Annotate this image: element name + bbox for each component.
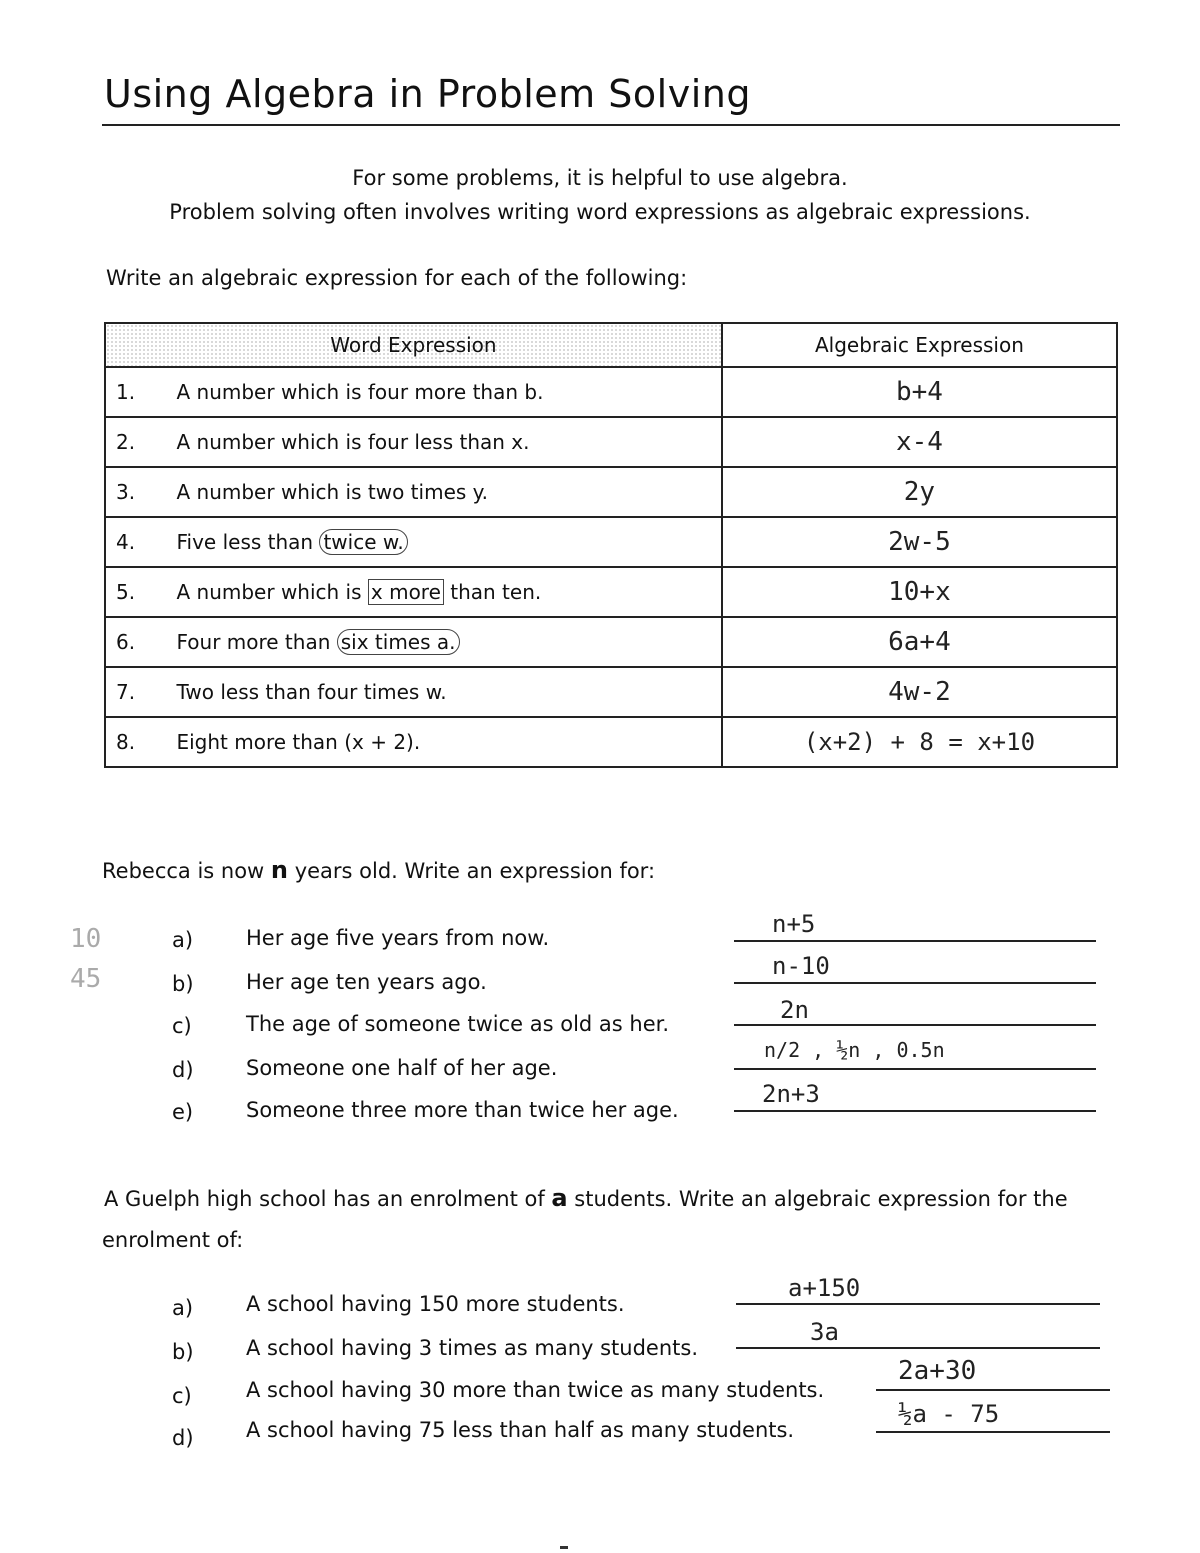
word-expression: Eight more than (x + 2). — [166, 717, 721, 767]
answer-line — [734, 982, 1096, 984]
table-row — [105, 567, 1117, 617]
intro-line-1: For some problems, it is helpful to use algebra. — [352, 166, 848, 190]
header-word-expression: Word Expression — [105, 323, 722, 367]
instruction: Write an algebraic expression for each of the following: — [106, 266, 688, 290]
table-row — [105, 617, 1117, 667]
school-prompt-line-2: enrolment of: — [102, 1228, 244, 1252]
word-expression-prefix: Four more than — [176, 630, 337, 654]
item-text: A school having 75 less than half as many students. — [246, 1418, 795, 1442]
item-answer: n+5 — [772, 910, 816, 938]
table-row — [105, 667, 1117, 717]
table-row — [105, 517, 1117, 567]
header-algebraic-expression: Algebraic Expression — [722, 323, 1117, 367]
school-prompt — [104, 1184, 1068, 1212]
margin-note: 10 — [70, 924, 102, 954]
word-expression-prefix: A number which is — [176, 580, 368, 604]
item-letter: a) — [172, 928, 194, 952]
item-answer: n-10 — [772, 952, 830, 980]
item-letter: d) — [172, 1058, 194, 1082]
rebecca-prompt — [102, 856, 655, 884]
item-text: A school having 30 more than twice as many students. — [246, 1378, 825, 1402]
item-answer: ½a - 75 — [898, 1400, 1000, 1428]
row-number: 3. — [105, 467, 166, 517]
item-letter: b) — [172, 1340, 194, 1364]
expression-table — [104, 322, 1118, 768]
row-number: 7. — [105, 667, 166, 717]
word-expression: A number which is four less than x. — [166, 417, 721, 467]
title-underline — [102, 124, 1120, 126]
item-letter: b) — [172, 972, 194, 996]
boxed-phrase: x more — [368, 579, 444, 605]
circled-phrase: twice w. — [319, 529, 407, 555]
table-row — [105, 467, 1117, 517]
school-prompt-suffix: students. Write an algebraic expression for the — [567, 1187, 1068, 1211]
row-number: 1. — [105, 367, 166, 417]
item-text: Her age ten years ago. — [246, 970, 487, 994]
answer-line — [876, 1389, 1110, 1391]
row-number: 2. — [105, 417, 166, 467]
item-letter: c) — [172, 1014, 192, 1038]
word-expression: A number which is two times y. — [166, 467, 721, 517]
algebraic-answer: 10+x — [722, 567, 1117, 617]
word-expression: A number which is four more than b. — [166, 367, 721, 417]
item-answer: 2n+3 — [762, 1080, 820, 1108]
word-expression — [166, 617, 721, 667]
item-letter: a) — [172, 1296, 194, 1320]
row-number: 5. — [105, 567, 166, 617]
algebraic-answer: (x+2) + 8 = x+10 — [722, 717, 1117, 767]
rebecca-variable: n — [270, 856, 289, 884]
table-row — [105, 417, 1117, 467]
row-number: 6. — [105, 617, 166, 667]
item-text: The age of someone twice as old as her. — [246, 1012, 670, 1036]
algebraic-answer: 4w-2 — [722, 667, 1117, 717]
algebraic-answer: b+4 — [722, 367, 1117, 417]
margin-note: 45 — [70, 964, 102, 994]
item-answer: 2n — [780, 996, 809, 1024]
item-text: A school having 3 times as many students. — [246, 1336, 699, 1360]
word-expression-prefix: Five less than — [176, 530, 320, 554]
answer-line — [876, 1431, 1110, 1433]
table-row — [105, 367, 1117, 417]
item-answer: n/2 , ½n , 0.5n — [764, 1038, 945, 1062]
algebraic-answer: 6a+4 — [722, 617, 1117, 667]
answer-line — [734, 1024, 1096, 1026]
intro-line-2: Problem solving often involves writing word expressions as algebraic expressions. — [169, 200, 1031, 224]
circled-phrase: six times a. — [337, 629, 460, 655]
page-title: Using Algebra in Problem Solving — [104, 72, 751, 116]
answer-line — [736, 1347, 1100, 1349]
row-number: 8. — [105, 717, 166, 767]
answer-line — [734, 1068, 1096, 1070]
item-letter: e) — [172, 1100, 194, 1124]
item-answer: 3a — [810, 1318, 839, 1346]
word-expression — [166, 567, 721, 617]
algebraic-answer: 2w-5 — [722, 517, 1117, 567]
answer-line — [734, 1110, 1096, 1112]
word-expression-suffix: than ten. — [443, 580, 542, 604]
item-text: A school having 150 more students. — [246, 1292, 625, 1316]
algebraic-answer: 2y — [722, 467, 1117, 517]
algebraic-answer: x-4 — [722, 417, 1117, 467]
row-number: 4. — [105, 517, 166, 567]
table-header-row — [105, 323, 1117, 367]
item-letter: c) — [172, 1384, 192, 1408]
rebecca-prompt-prefix: Rebecca is now — [102, 859, 271, 883]
answer-line — [734, 940, 1096, 942]
table-row — [105, 717, 1117, 767]
word-expression: Two less than four times w. — [166, 667, 721, 717]
item-letter: d) — [172, 1426, 194, 1450]
item-answer: a+150 — [788, 1274, 861, 1302]
scan-mark — [560, 1546, 568, 1549]
school-prompt-prefix: A Guelph high school has an enrolment of — [104, 1187, 552, 1211]
word-expression — [166, 517, 721, 567]
answer-line — [736, 1303, 1100, 1305]
rebecca-prompt-suffix: years old. Write an expression for: — [288, 859, 656, 883]
item-answer: 2a+30 — [898, 1356, 977, 1386]
item-text: Someone one half of her age. — [246, 1056, 558, 1080]
item-text: Someone three more than twice her age. — [246, 1098, 679, 1122]
school-variable: a — [551, 1184, 568, 1212]
item-text: Her age five years from now. — [246, 926, 550, 950]
